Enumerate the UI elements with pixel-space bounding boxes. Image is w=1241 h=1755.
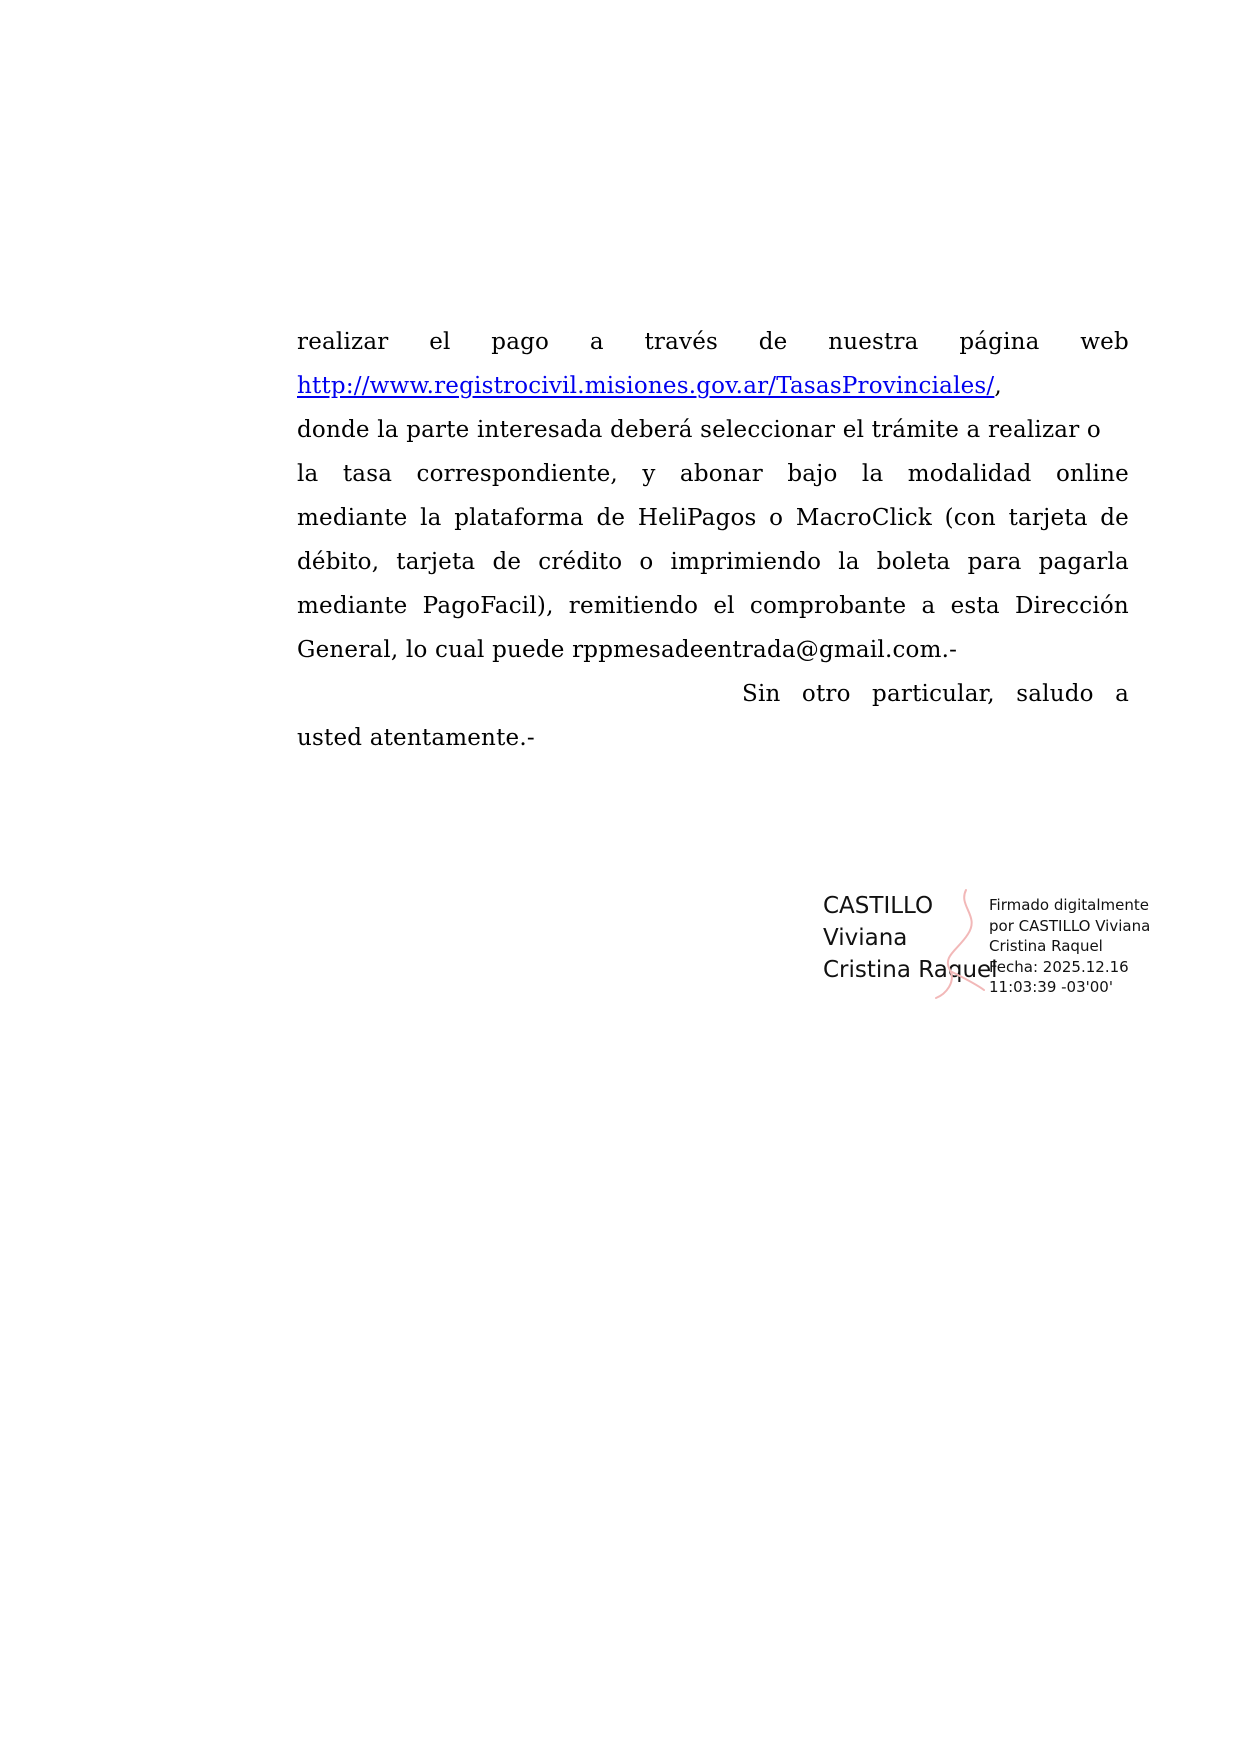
word: a	[921, 593, 936, 619]
closing-end-line: usted atentamente.-	[297, 725, 535, 751]
word: Sin	[742, 681, 781, 707]
signature-detail-line: Fecha: 2025.12.16	[989, 957, 1129, 976]
body-line-5	[297, 496, 1129, 540]
word: saludo	[1016, 681, 1094, 707]
word: tarjeta	[396, 549, 476, 575]
word: Dirección	[1014, 593, 1129, 619]
signature-detail-line: 11:03:39 -03'00'	[989, 978, 1113, 996]
word: para	[967, 549, 1022, 575]
word: online	[1055, 461, 1129, 487]
word: crédito	[538, 549, 623, 575]
word: tasa	[342, 461, 393, 487]
word: la	[838, 549, 860, 575]
word: (con	[944, 505, 996, 531]
word: débito,	[297, 549, 380, 575]
word: pagarla	[1038, 549, 1129, 575]
letter-body	[297, 320, 1129, 760]
signature-detail-line: Firmado digitalmente	[989, 896, 1149, 914]
word: particular,	[872, 681, 995, 707]
word: remitiendo	[568, 593, 699, 619]
word: el	[429, 329, 451, 355]
word: de	[492, 549, 522, 575]
body-line-7	[297, 584, 1129, 628]
word: correspondiente,	[416, 461, 618, 487]
word: la	[861, 461, 884, 487]
word: o	[639, 549, 654, 575]
signature-detail-line: Cristina Raquel	[989, 937, 1103, 955]
word: a	[589, 329, 604, 355]
link-trailing-comma: ,	[994, 373, 1002, 399]
word: o	[769, 505, 784, 531]
body-line-8: General, lo cual puede rppmesadeentrada@gmail.com.-	[297, 637, 958, 663]
signer-name-line: Viviana	[823, 925, 908, 951]
word: nuestra	[828, 329, 919, 355]
word: pago	[491, 329, 550, 355]
word: tarjeta	[1008, 505, 1088, 531]
word: y	[642, 461, 656, 487]
word: la	[297, 461, 319, 487]
word: modalidad	[907, 461, 1032, 487]
word: de	[596, 505, 626, 531]
word: página	[959, 329, 1040, 355]
word: realizar	[297, 329, 389, 355]
body-line-6	[297, 540, 1129, 584]
word: esta	[950, 593, 1000, 619]
word: HeliPagos	[637, 505, 757, 531]
closing-line	[742, 672, 1129, 716]
signer-name-line: Cristina Raquel	[823, 957, 998, 983]
word: MacroClick	[795, 505, 932, 531]
signature-details	[989, 895, 1150, 998]
word: plataforma	[454, 505, 584, 531]
signer-name-line: CASTILLO	[823, 893, 934, 919]
word: mediante	[297, 505, 408, 531]
word: otro	[801, 681, 851, 707]
body-line-1	[297, 320, 1129, 364]
body-line-2	[297, 364, 1129, 408]
word: el	[713, 593, 735, 619]
signature-detail-line: por CASTILLO Viviana	[989, 916, 1151, 935]
word: de	[758, 329, 788, 355]
word: mediante	[297, 593, 408, 619]
word: PagoFacil),	[422, 593, 554, 619]
signature-mark-icon	[928, 886, 988, 1002]
body-line-3: donde la parte interesada deberá seleccionar el trámite a realizar o	[297, 417, 1101, 443]
word: imprimiendo	[670, 549, 822, 575]
word: bajo	[787, 461, 838, 487]
word: la	[420, 505, 442, 531]
word: boleta	[876, 549, 951, 575]
word: comprobante	[749, 593, 907, 619]
word: web	[1080, 329, 1129, 355]
word: través	[644, 329, 719, 355]
word: a	[1115, 681, 1129, 707]
word: de	[1100, 505, 1129, 531]
body-line-4	[297, 452, 1129, 496]
digital-signature-block	[823, 890, 1153, 1010]
registro-civil-link[interactable]: http://www.registrocivil.misiones.gov.ar/TasasProvinciales/	[297, 373, 995, 399]
word: abonar	[679, 461, 763, 487]
